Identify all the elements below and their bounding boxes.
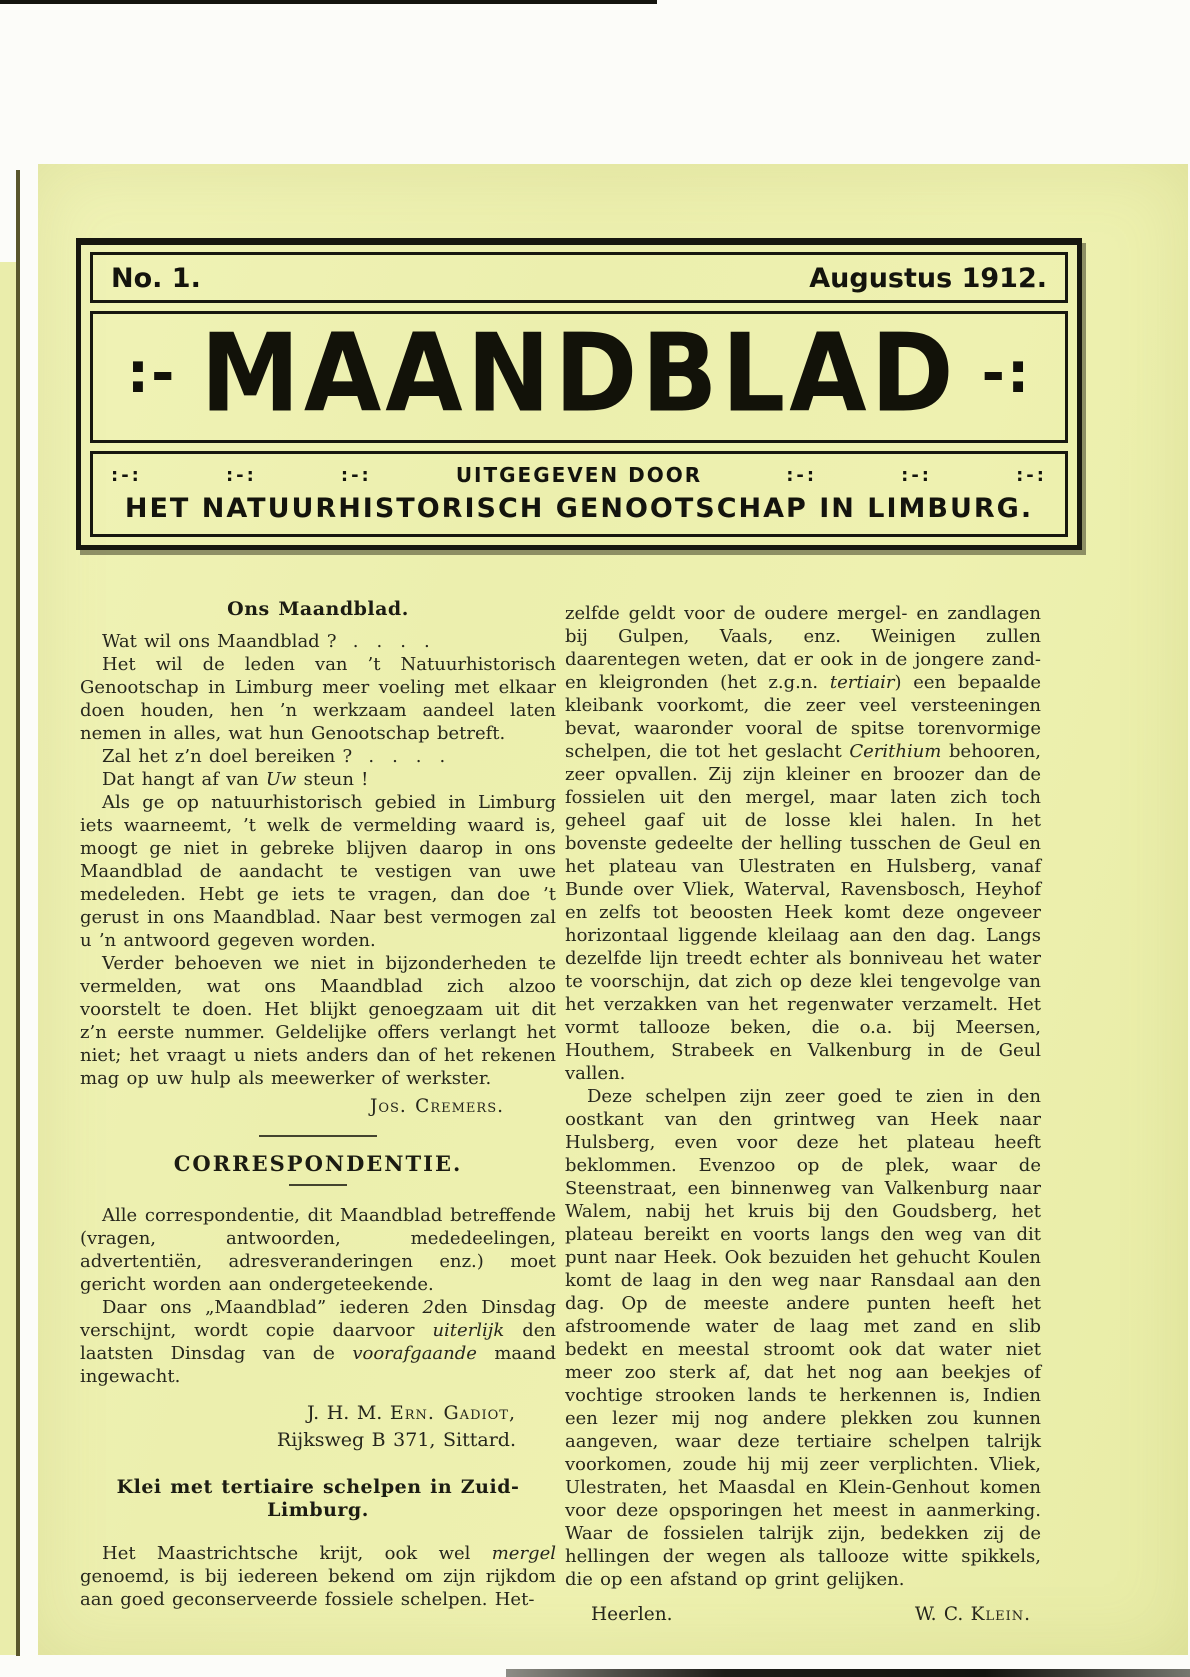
issue-date: Augustus 1912. — [809, 263, 1047, 294]
ornament-mark: :-: — [901, 464, 933, 486]
divider-rule — [259, 1135, 377, 1137]
paragraph — [80, 768, 556, 791]
text-segment: Alle correspondentie, dit Maandblad betreffende (vragen, antwoorden, mededeelingen, advertentiën, adresveranderingen enz.) moet gericht worden aan ondergeteekende. — [80, 1205, 556, 1295]
paragraph — [80, 1204, 556, 1296]
text-segment: tertiair — [829, 672, 895, 693]
scan-bottom-rule — [506, 1669, 1190, 1677]
place-name: Heerlen. — [591, 1604, 673, 1625]
text-segment: Als ge op natuurhistorisch gebied in Limburg iets waarneemt, ’t welk de vermelding waard is, moogt ge niet in gebreke blijven daarop in ons Maandblad de aandacht te vestigen van uwe medeleden. Hebt ge iets te vragen, dan doe ’t gerust in ons Maandblad. Naar best vermogen zal u ’n antwoord gegeven worden. — [80, 792, 556, 951]
text-segment: genoemd, is bij iedereen bekend om zijn rijkdom aan goed geconserveerde fossiele schelpen. Het- — [80, 1566, 556, 1610]
paragraph — [565, 1085, 1041, 1591]
ornament-right: -: — [981, 341, 1032, 406]
paragraph — [80, 630, 556, 653]
text-segment: Rijksweg B 371, Sittard. — [276, 1429, 516, 1451]
signature-address — [80, 1427, 516, 1454]
signature-cremers — [80, 1095, 556, 1118]
masthead-title-box — [90, 311, 1068, 443]
paragraph — [565, 602, 1041, 1085]
paragraph — [80, 1542, 556, 1611]
text-segment: Het wil de leden van ’t Natuurhistorisch Genootschap in Limburg meer voeling met elkaar doen houden, hen ’n werkzaam aandeel laten nemen in alles, wat hun Genootschap betreft. — [80, 654, 556, 744]
text-segment: Wat wil ons Maandblad ? . . . . — [102, 631, 430, 652]
signature-klein — [915, 1603, 1031, 1626]
text-segment: mergel — [491, 1543, 556, 1564]
paragraph — [80, 1296, 556, 1388]
column-right — [565, 602, 1041, 1626]
scan-top-rule — [0, 0, 657, 4]
text-segment: Uw — [265, 769, 297, 790]
issue-number: No. 1. — [111, 263, 201, 294]
text-segment: den laatsten Dinsdag van de — [80, 1320, 556, 1364]
ornament-mark: :-: — [1016, 464, 1047, 486]
article-heading-ons-maandblad: Ons Maandblad. — [227, 598, 409, 620]
masthead — [76, 238, 1082, 550]
ornament-left: :- — [126, 341, 177, 406]
text-segment: Klein. — [970, 1604, 1031, 1625]
text-segment: Cerithium — [849, 741, 942, 762]
publisher-name: HET NATUURHISTORISCH GENOOTSCHAP IN LIMBURG. — [124, 493, 1034, 524]
page-scan — [38, 164, 1188, 1655]
binding-fold-line — [16, 170, 20, 1656]
text-segment: maand ingewacht. — [80, 1343, 556, 1387]
ornament-mark: :-: — [225, 464, 257, 486]
text-segment: Jos. Cremers. — [369, 1096, 504, 1117]
text-segment: voorafgaande — [352, 1343, 477, 1364]
text-segment: zelfde geldt voor de oudere mergel- en zandlagen bij Gulpen, Vaals, enz. Weinigen zullen daarentegen weten, dat er ook in de jongere zand- en kleigronden (het z.g.n. — [565, 603, 1041, 693]
text-segment: den Dinsdag verschijnt, wordt copie daarvoor — [80, 1297, 556, 1341]
column-left — [80, 598, 556, 1611]
divider-rule-small — [289, 1184, 347, 1186]
text-segment: Het Maastrichtsche krijt, ook wel — [102, 1543, 492, 1564]
ornament-mark: :-: — [786, 464, 818, 486]
ornament-mark: :-: — [340, 464, 372, 486]
text-segment: Zal het z’n doel bereiken ? . . . . — [102, 746, 446, 767]
published-by-row — [107, 463, 1051, 487]
masthead-publisher-box — [90, 451, 1068, 537]
paragraph — [80, 653, 556, 745]
text-segment: W. C. — [914, 1604, 971, 1625]
text-segment: Deze schelpen zijn zeer goed te zien in den oostkant van den grintweg van Heek naar Hulsberg, even voor deze het plateau heeft beklommen. Evenzoo op de plek, waar de Steenstraat, een binnenweg van Valkenburg naar Walem, nabij het kruis bij den Goudsberg, het plateau bereikt en voorts langs den weg van dit punt naar Heek. Ook bezuiden het gehucht Koulen komt de laag in den weg naar Ransdaal aan den dag. Op de meeste andere punten heeft het afstroomende water de laag met zand en slib bedekt en meestal stroomt ook dat water niet meer zoo sterk af, dat het nog aan beekjes of vochtige strooken lands te herkennen is, Indien een lezer mij nog andere plekken zou kunnen aangeven, waar deze tertiaire schelpen talrijk voorkomen, zoude hij mij zeer verplichten. Vliek, Ulestraten, het Maasdal en Klein-Genhout komen voor deze opsporingen het meest in aanmerking. Waar de fossielen talrijk zijn, bedekken zij de hellingen der wegen als tallooze witte spikkels, die op een afstand op grint gelijken. — [565, 1086, 1041, 1590]
text-segment: 2 — [422, 1297, 434, 1318]
text-segment: J. H. M. — [306, 1402, 390, 1424]
signature-row — [565, 1603, 1041, 1626]
signature-gadiot — [80, 1400, 556, 1454]
text-segment: uiterlijk — [432, 1320, 505, 1341]
text-segment: steun ! — [296, 769, 369, 790]
ornament-mark: :-: — [111, 464, 142, 486]
article-heading-klei: Klei met tertiaire schelpen in Zuid-Limburg. — [116, 1476, 520, 1521]
text-segment: Verder behoeven we niet in bijzonderheden te vermelden, wat ons Maandblad zich alzoo voorstelt te doen. Het blijkt genoegzaam uit dit z’n eerste nummer. Geldelijke offers verlangt het niet; het vraagt u niets anders dan of het rekenen mag op uw hulp als meewerker of werkster. — [80, 953, 556, 1089]
paragraph — [80, 745, 556, 768]
page-title: MAANDBLAD — [200, 310, 958, 437]
text-segment: Dat hangt af van — [102, 769, 266, 790]
paragraph — [80, 952, 556, 1090]
published-by-label: UITGEGEVEN DOOR — [455, 463, 703, 487]
adjacent-page-edge — [0, 262, 17, 1655]
article-heading-correspondentie: CORRESPONDENTIE. — [173, 1151, 463, 1176]
text-segment: Daar ons „Maandblad” iederen — [102, 1297, 423, 1318]
text-segment: Ern. Gadiot, — [389, 1402, 516, 1424]
masthead-issue-box — [90, 252, 1068, 303]
text-segment: ) een bepaalde kleibank voorkomt, die zeer veel versteeningen bevat, waaronder vooral de spitse torenvormige schelpen, die tot het geslacht — [565, 672, 1041, 762]
text-segment: behooren, zeer opvallen. Zij zijn kleiner en broozer dan de fossielen uit den mergel, maar laten zich toch geheel gaaf uit de losse klei halen. In het bovenste gedeelte der helling tusschen de Geul en het plateau van Ulestraten en Hulsberg, vanaf Bunde over Vliek, Waterval, Ravensbosch, Heyhof en zelfs tot beoosten Heek komt deze ongeveer horizontaal liggende kleilaag aan den dag. Langs dezelfde lijn treedt echter als bonniveau het water te voorschijn, dat zich op deze klei tengevolge van het verzakken van het regenwater verzamelt. Het vormt tallooze beken, die o.a. bij Meersen, Houthem, Strabeek en Valkenburg in de Geul vallen. — [565, 741, 1041, 1084]
signature-name — [80, 1400, 516, 1427]
paragraph — [80, 791, 556, 952]
